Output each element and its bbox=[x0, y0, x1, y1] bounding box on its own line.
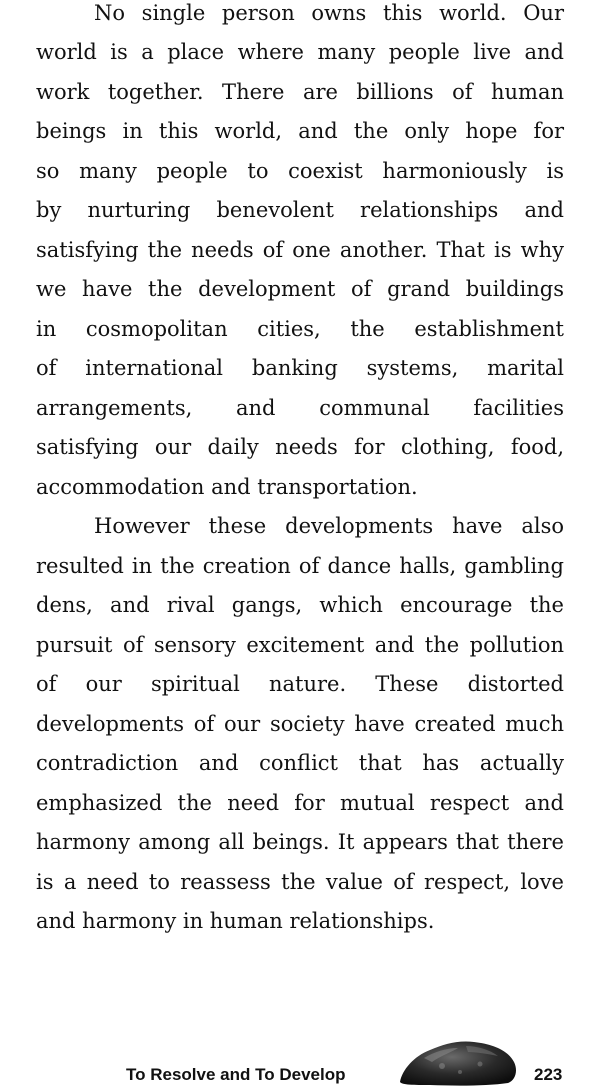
paragraph-2-line-8: emphasized the need for mutual respect and bbox=[36, 791, 564, 815]
paragraph-2-line-3: dens, and rival gangs, which encourage the bbox=[36, 593, 564, 617]
paragraph-1-line-11: arrangements, and communal facilities bbox=[36, 396, 564, 420]
paragraph-1-line-13: accommodation and transportation. bbox=[36, 475, 418, 499]
paragraph-1-line-4: beings in this world, and the only hope for bbox=[36, 119, 564, 143]
paragraph-1-line-2: world is a place where many people live and bbox=[36, 40, 564, 64]
paragraph-1-line-5: so many people to coexist harmoniously is bbox=[36, 159, 564, 183]
paragraph-1-line-1: No single person owns this world. Our bbox=[94, 1, 564, 25]
paragraph-2-line-9: harmony among all beings. It appears that there bbox=[36, 830, 564, 854]
paragraph-2-line-4: pursuit of sensory excitement and the pollution bbox=[36, 633, 564, 657]
paragraph-2-line-1: However these developments have also bbox=[94, 514, 564, 538]
page-number: 223 bbox=[534, 1065, 563, 1084]
paragraph-2-line-6: developments of our society have created much bbox=[36, 712, 564, 736]
running-footer-title: To Resolve and To Develop bbox=[126, 1065, 346, 1084]
paragraph-1-line-3: work together. There are billions of human bbox=[36, 80, 564, 104]
paragraph-1-line-12: satisfying our daily needs for clothing, food, bbox=[36, 435, 564, 459]
paragraph-1-line-6: by nurturing benevolent relationships and bbox=[36, 198, 564, 222]
paragraph-2-line-5: of our spiritual nature. These distorted bbox=[36, 672, 564, 696]
paragraph-1-line-7: satisfying the needs of one another. That is why bbox=[36, 238, 564, 262]
paragraph-2-line-7: contradiction and conflict that has actually bbox=[36, 751, 564, 775]
paragraph-2-line-11: and harmony in human relationships. bbox=[36, 909, 435, 933]
paragraph-2-line-10: is a need to reassess the value of respect, love bbox=[36, 870, 564, 894]
paragraph-2-line-2: resulted in the creation of dance halls, gambling bbox=[36, 554, 564, 578]
stone-image bbox=[396, 1036, 520, 1086]
paragraph-1-line-10: of international banking systems, marital bbox=[36, 356, 564, 380]
paragraph-1-line-9: in cosmopolitan cities, the establishment bbox=[36, 317, 564, 341]
paragraph-1-line-8: we have the development of grand buildings bbox=[36, 277, 564, 301]
